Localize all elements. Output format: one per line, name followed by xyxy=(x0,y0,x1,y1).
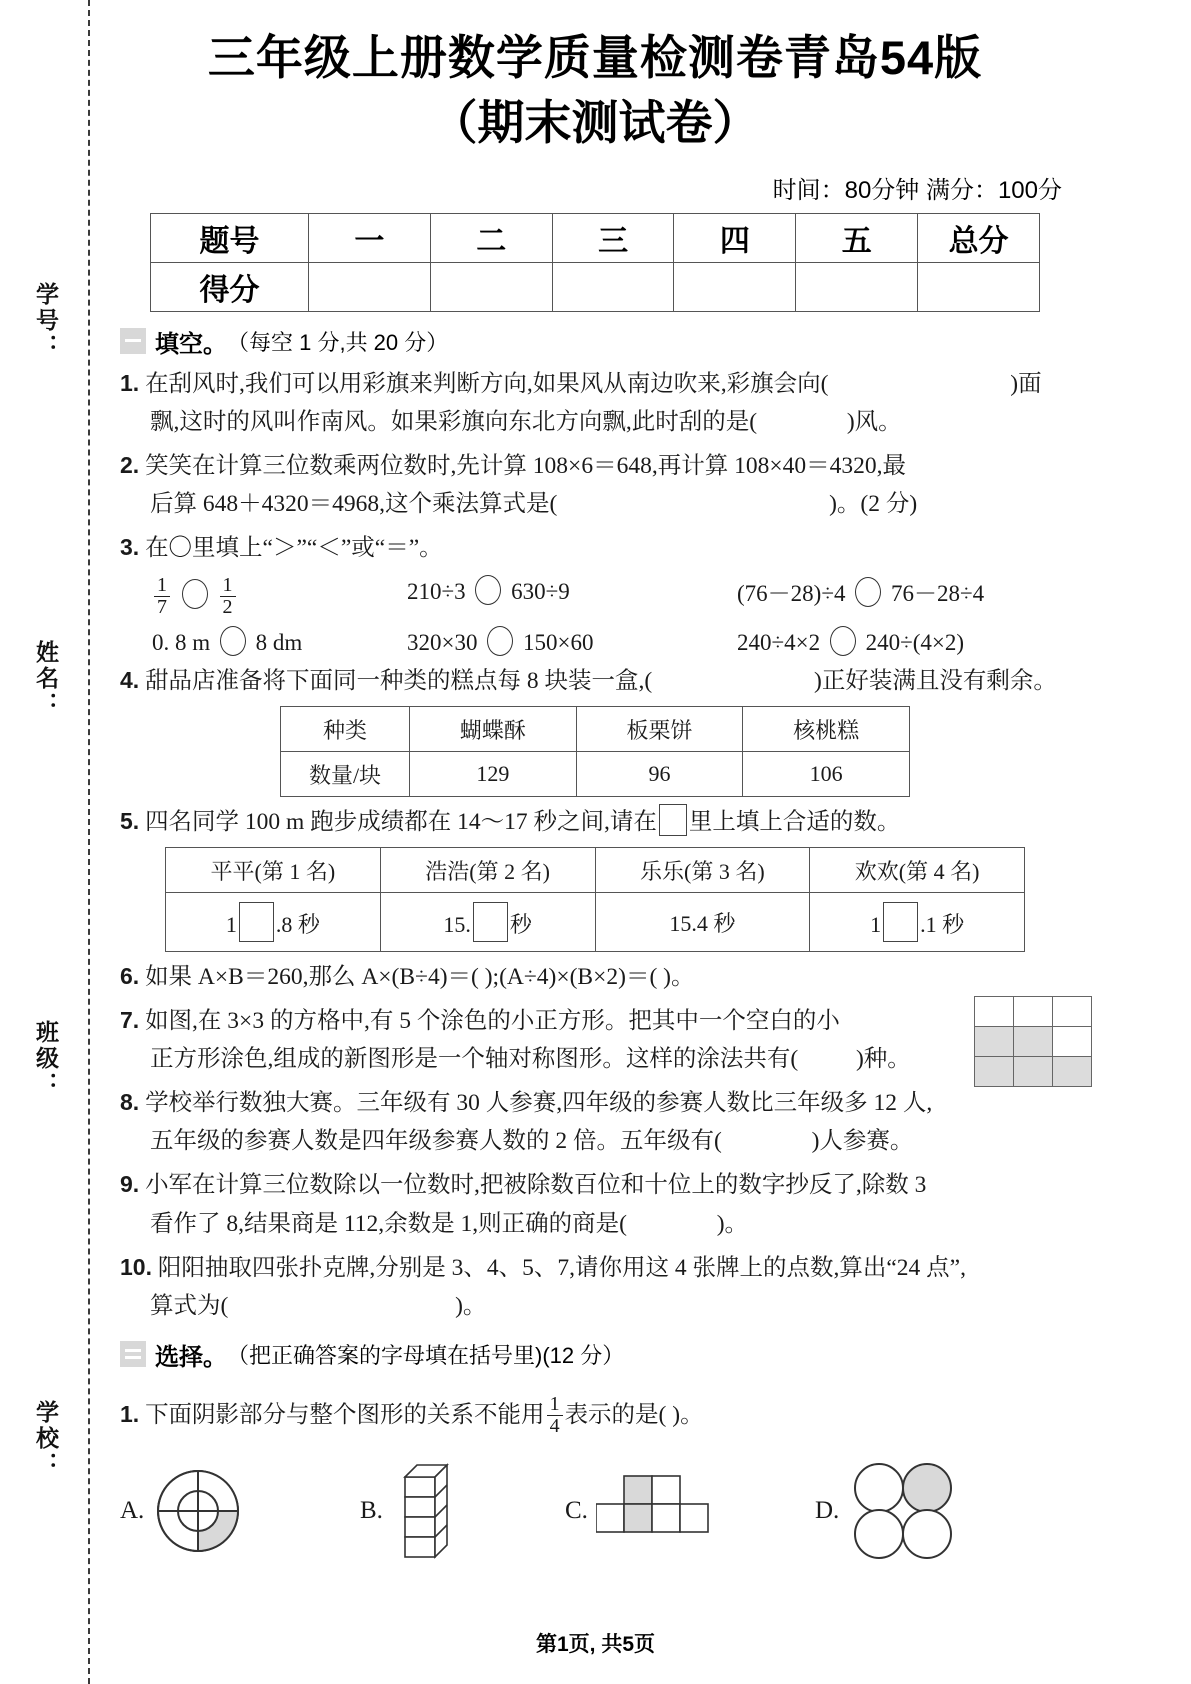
question-text-tail: )种。 xyxy=(855,1046,911,1073)
question-text: 小军在计算三位数除以一位数时,把被除数百位和十位上的数字抄反了,除数 3 xyxy=(145,1172,927,1199)
score-row-label-number: 题号 xyxy=(151,213,309,262)
pastry-table-wrap xyxy=(120,706,1070,797)
runner-header-2: 浩浩(第 2 名) xyxy=(380,848,595,893)
question-number: 7. xyxy=(120,1007,140,1034)
runner-time-1[interactable] xyxy=(166,893,381,952)
choice-letter-a: A. xyxy=(120,1496,145,1524)
compare-left: 0. 8 m xyxy=(152,630,211,656)
exam-meta: 时间：80分钟 满分：100分 xyxy=(772,176,1062,204)
choice-question-1 xyxy=(120,1394,1070,1437)
question-text: 看作了 8,结果商是 112,余数是 1,则正确的商是( xyxy=(150,1210,627,1237)
question-number: 2. xyxy=(120,451,140,478)
question-text-tail: )人参赛。 xyxy=(811,1128,914,1155)
question-4 xyxy=(120,662,1070,700)
runner-time-prefix: 1 xyxy=(225,912,237,938)
question-6 xyxy=(120,958,1070,996)
fraction-one-half: $\frac{1}{2}$ xyxy=(220,575,236,618)
option-a-circle-figure xyxy=(152,1465,244,1557)
side-label-class: 班级： xyxy=(33,1020,59,1098)
fraction-one-seventh: $\frac{1}{7}$ xyxy=(154,575,170,618)
grid-cell xyxy=(1052,996,1092,1027)
section-heading-fill-blank xyxy=(120,324,1070,359)
main-content xyxy=(120,0,1070,1567)
section-marker-icon xyxy=(120,1341,146,1367)
runner-time-4[interactable] xyxy=(810,893,1025,952)
score-cell-5[interactable] xyxy=(796,262,918,311)
compare-item-fraction xyxy=(152,575,407,618)
question-1-line2 xyxy=(120,403,1070,441)
time-digit-blank[interactable] xyxy=(883,902,918,942)
score-col-total: 总分 xyxy=(918,213,1040,262)
runner-time-3 xyxy=(595,893,810,952)
score-col-4: 四 xyxy=(674,213,796,262)
question-number: 3. xyxy=(120,533,140,560)
compare-item-2 xyxy=(407,575,737,618)
compare-circle-blank[interactable] xyxy=(830,626,856,656)
symmetry-grid-figure xyxy=(974,996,1092,1086)
compare-circle-blank[interactable] xyxy=(487,626,513,656)
compare-left: 210÷3 xyxy=(407,579,466,605)
option-c-grid-figure xyxy=(596,1470,716,1552)
binding-dashed-line xyxy=(88,0,90,1684)
compare-item-4 xyxy=(152,626,407,656)
question-text-tail: )风。 xyxy=(846,408,902,435)
choice-options-row xyxy=(120,1455,1070,1567)
side-label-name: 姓名： xyxy=(33,640,59,718)
runners-table xyxy=(165,847,1025,952)
compare-right: 630÷9 xyxy=(511,579,570,605)
question-1 xyxy=(120,365,1070,441)
question-text: 在刮风时,我们可以用彩旗来判断方向,如果风从南边吹来,彩旗会向( xyxy=(145,370,829,397)
question-text: 如果 A×B＝260,那么 A×(B÷4)＝( );(A÷4)×(B×2)＝( )。 xyxy=(145,964,695,991)
question-text: 四名同学 100 m 跑步成绩都在 14～17 秒之间,请在 xyxy=(145,809,657,836)
question-text: 后算 648＋4320＝4968,这个乘法算式是( xyxy=(150,490,558,517)
compare-right: 240÷(4×2) xyxy=(865,630,965,656)
question-text: 飘,这时的风叫作南风。如果彩旗向东北方向飘,此时刮的是( xyxy=(150,408,758,435)
question-number: 5. xyxy=(120,808,140,835)
runner-time-prefix: 1 xyxy=(870,912,882,938)
table-row xyxy=(151,213,1040,262)
section-title: 选择。 xyxy=(155,1343,227,1371)
page-title: 三年级上册数学质量检测卷青岛54版 xyxy=(207,31,983,84)
question-2 xyxy=(120,447,1070,523)
question-text: 下面阴影部分与整个图形的关系不能用 xyxy=(145,1401,545,1428)
pastry-value-3: 106 xyxy=(743,752,910,797)
runner-time-suffix: 秒 xyxy=(509,912,532,938)
fraction-numerator: 1 xyxy=(549,1392,560,1415)
compare-circle-blank[interactable] xyxy=(182,579,208,609)
grid-cell xyxy=(1013,996,1053,1027)
question-number: 6. xyxy=(120,963,140,990)
question-text: 甜品店准备将下面同一种类的糕点每 8 块装一盒,( xyxy=(145,668,653,695)
pastry-value-1: 129 xyxy=(410,752,577,797)
question-text: 阳阳抽取四张扑克牌,分别是 3、4、5、7,请你用这 4 张牌上的点数,算出“24 点”, xyxy=(157,1254,966,1281)
question-7-line2 xyxy=(120,1040,1070,1078)
question-text: 正方形涂色,组成的新图形是一个轴对称图形。这样的涂法共有( xyxy=(150,1046,799,1073)
compare-row-2 xyxy=(152,626,1070,656)
inline-square-blank[interactable] xyxy=(659,804,687,836)
section-note: （每空 1 分,共 20 分） xyxy=(227,329,449,355)
question-8-line2 xyxy=(120,1122,1070,1160)
pastry-table xyxy=(280,706,910,797)
question-10 xyxy=(120,1249,1070,1325)
runner-time-prefix: 15. xyxy=(443,912,471,938)
choice-option-d[interactable] xyxy=(815,1460,959,1562)
question-number: 9. xyxy=(120,1171,140,1198)
table-row xyxy=(166,848,1025,893)
runner-header-1: 平平(第 1 名) xyxy=(166,848,381,893)
runners-table-wrap xyxy=(120,847,1070,952)
question-5 xyxy=(120,803,1070,841)
question-9 xyxy=(120,1166,1070,1242)
score-col-5: 五 xyxy=(796,213,918,262)
option-b-cube-stack-figure xyxy=(391,1455,461,1567)
runner-header-4: 欢欢(第 4 名) xyxy=(810,848,1025,893)
fraction-denominator: 4 xyxy=(547,1415,563,1437)
time-digit-blank[interactable] xyxy=(473,902,508,942)
grid-cell-shaded xyxy=(974,1056,1014,1087)
question-10-line2 xyxy=(120,1287,1070,1325)
grid-cell-shaded xyxy=(974,1026,1014,1057)
table-row xyxy=(281,752,910,797)
question-9-line2 xyxy=(120,1205,1070,1243)
question-2-line2 xyxy=(120,485,1070,523)
score-cell-1[interactable] xyxy=(309,262,431,311)
question-text: 在〇里填上“＞”“＜”或“＝”。 xyxy=(145,534,443,561)
question-text-tail: )。 xyxy=(455,1292,487,1319)
section-note: （把正确答案的字母填在括号里)(12 分） xyxy=(227,1342,625,1368)
choice-letter-d: D. xyxy=(815,1496,840,1524)
question-text: 如图,在 3×3 的方格中,有 5 个涂色的小正方形。把其中一个空白的小 xyxy=(145,1008,840,1035)
grid-cell-shaded xyxy=(1013,1056,1053,1087)
compare-circle-blank[interactable] xyxy=(475,575,501,605)
table-row xyxy=(166,893,1025,952)
question-text-tail: 表示的是( )。 xyxy=(564,1401,704,1428)
question-number: 8. xyxy=(120,1089,140,1116)
section-title: 填空。 xyxy=(155,330,227,358)
score-cell-total[interactable] xyxy=(918,262,1040,311)
question-text-tail: )面 xyxy=(1010,370,1042,397)
choice-option-a[interactable] xyxy=(120,1465,360,1557)
choice-letter-c: C. xyxy=(565,1496,588,1524)
question-number: 1. xyxy=(120,369,140,396)
runner-time-suffix: .8 秒 xyxy=(275,912,320,938)
compare-left: 320×30 xyxy=(407,630,478,656)
side-label-student-id: 学号： xyxy=(33,282,59,360)
question-text-tail: 里上填上合适的数。 xyxy=(688,809,901,836)
runner-time-value: 15.4 秒 xyxy=(669,910,736,936)
score-col-3: 三 xyxy=(552,213,674,262)
option-d-circles-figure xyxy=(847,1460,959,1562)
grid-cell xyxy=(1052,1026,1092,1057)
section-heading-choice xyxy=(120,1337,1070,1372)
compare-item-6 xyxy=(737,626,1070,656)
choice-option-b[interactable] xyxy=(360,1455,565,1567)
question-text-tail: )。 xyxy=(716,1210,749,1237)
compare-left: (76－28)÷4 xyxy=(737,581,846,607)
score-col-1: 一 xyxy=(309,213,431,262)
compare-right: 76－28÷4 xyxy=(890,581,985,607)
grid-cell xyxy=(974,996,1014,1027)
runner-time-2[interactable] xyxy=(380,893,595,952)
table-row xyxy=(281,707,910,752)
runner-header-3: 乐乐(第 3 名) xyxy=(595,848,810,893)
question-text: 学校举行数独大赛。三年级有 30 人参赛,四年级的参赛人数比三年级多 12 人, xyxy=(145,1090,933,1117)
question-text: 笑笑在计算三位数乘两位数时,先计算 108×6＝648,再计算 108×40＝4320,最 xyxy=(145,452,906,479)
pastry-header-kind: 种类 xyxy=(281,707,410,752)
choice-letter-b: B. xyxy=(360,1496,383,1524)
compare-right: 150×60 xyxy=(522,630,594,656)
compare-item-3 xyxy=(737,575,1070,618)
question-number: 4. xyxy=(120,667,140,694)
fraction-one-quarter xyxy=(547,1394,563,1437)
pastry-header-3: 核桃糕 xyxy=(743,707,910,752)
score-cell-4[interactable] xyxy=(674,262,796,311)
question-number: 1. xyxy=(120,1400,140,1427)
compare-right: 8 dm xyxy=(255,630,303,656)
pastry-header-1: 蝴蝶酥 xyxy=(410,707,577,752)
compare-row-1 xyxy=(152,575,1070,618)
score-row-label-points: 得分 xyxy=(151,262,309,311)
page-footer: 第1页, 共5页 xyxy=(535,1633,656,1656)
grid-cell-shaded xyxy=(1013,1026,1053,1057)
score-cell-2[interactable] xyxy=(430,262,552,311)
compare-left: 240÷4×2 xyxy=(737,630,821,656)
question-number: 10. xyxy=(120,1253,152,1280)
grid-cell-shaded xyxy=(1052,1056,1092,1087)
question-7 xyxy=(120,1002,1070,1078)
pastry-value-2: 96 xyxy=(576,752,743,797)
question-text: 五年级的参赛人数是四年级参赛人数的 2 倍。五年级有( xyxy=(150,1128,722,1155)
question-3 xyxy=(120,529,1070,567)
compare-item-5 xyxy=(407,626,737,656)
question-8 xyxy=(120,1084,1070,1160)
choice-option-c[interactable] xyxy=(565,1470,815,1552)
pastry-row-label: 数量/块 xyxy=(281,752,410,797)
score-cell-3[interactable] xyxy=(552,262,674,311)
section-marker-icon xyxy=(120,328,146,354)
compare-circle-blank[interactable] xyxy=(220,626,246,656)
score-table xyxy=(150,213,1040,312)
score-col-2: 二 xyxy=(430,213,552,262)
page-subtitle: （期末测试卷） xyxy=(430,95,760,149)
runner-time-suffix: .1 秒 xyxy=(920,912,965,938)
side-label-school: 学校： xyxy=(33,1400,59,1478)
time-digit-blank[interactable] xyxy=(239,902,274,942)
compare-circle-blank[interactable] xyxy=(855,577,881,607)
table-row xyxy=(151,262,1040,311)
pastry-header-2: 板栗饼 xyxy=(576,707,743,752)
question-text-tail: )。(2 分) xyxy=(829,490,918,517)
question-text-tail: )正好装满且没有剩余。 xyxy=(814,668,1057,695)
question-text: 算式为( xyxy=(150,1292,229,1319)
